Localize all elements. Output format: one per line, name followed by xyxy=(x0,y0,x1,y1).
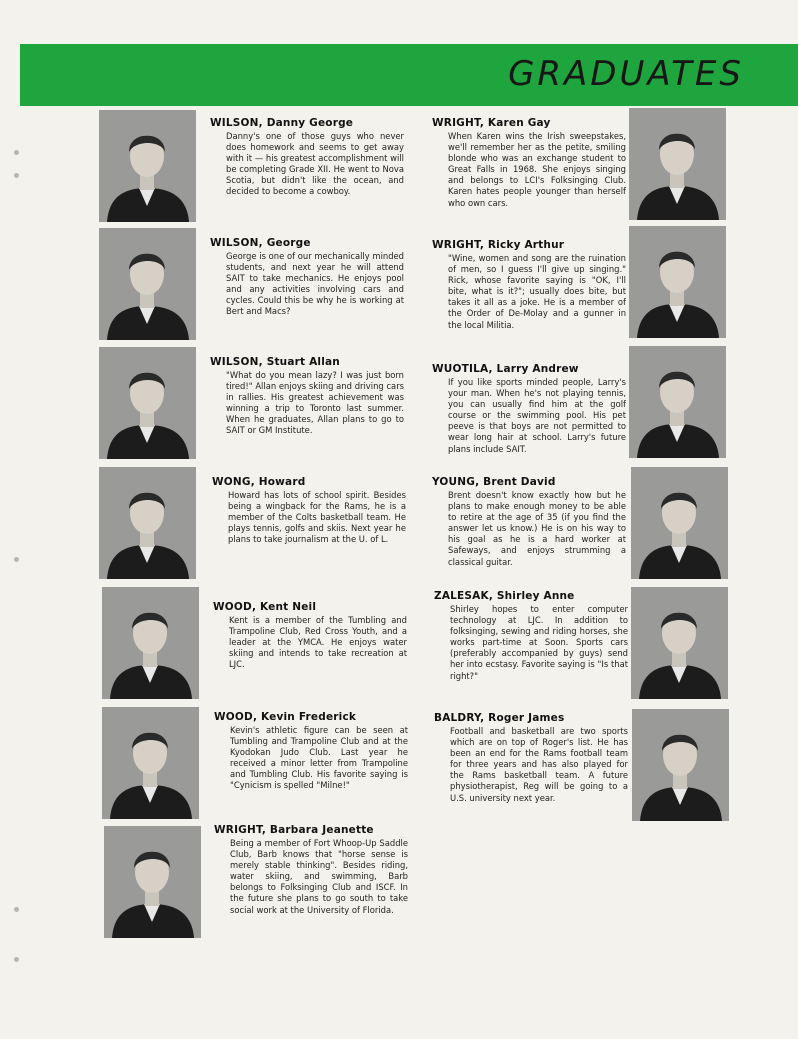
graduate-entry xyxy=(432,476,626,568)
graduate-bio: Being a member of Fort Whoop-Up Saddle Club, Barb knows that "horse sense is merely stable thinking". Besides riding, water skiing, and swimming, Barb belongs to Folksinging Club and ISCF. In the future she plans to go south to take social work at the University of Florida. xyxy=(230,838,408,915)
portrait-photo xyxy=(102,587,199,699)
portrait-photo xyxy=(629,226,726,338)
graduate-name: WILSON, George xyxy=(210,237,311,249)
portrait-photo xyxy=(99,347,196,459)
portrait-photo xyxy=(632,709,729,821)
graduate-name: ZALESAK, Shirley Anne xyxy=(434,590,575,602)
graduate-bio: Brent doesn't know exactly how but he plans to make enough money to be able to retire at the age of 35 (if you find the answer let us know.) He is on his way to his goal as he is a hard worker at Safeways, and enjoys strumming a classical guitar. xyxy=(448,490,626,567)
portrait-photo xyxy=(104,826,201,938)
graduate-entry xyxy=(210,117,404,198)
graduate-name: WUOTILA, Larry Andrew xyxy=(432,363,579,375)
portrait-photo xyxy=(99,228,196,340)
graduate-entry xyxy=(214,824,408,916)
portrait-photo xyxy=(99,467,196,579)
binder-hole xyxy=(14,173,19,178)
binder-hole xyxy=(14,557,19,562)
graduate-name: WILSON, Danny George xyxy=(210,117,354,129)
graduate-bio: George is one of our mechanically minded students, and next year he will attend SAIT to take mechanics. He enjoys pool and any activities involving cars and cycles. Could this be why he is working at Bert and Macs? xyxy=(226,251,404,317)
graduate-name: YOUNG, Brent David xyxy=(432,476,556,488)
graduate-entry xyxy=(434,590,628,682)
portrait-photo xyxy=(629,108,726,220)
graduate-name: WRIGHT, Barbara Jeanette xyxy=(214,824,374,836)
portrait-photo xyxy=(99,110,196,222)
graduate-bio: Danny's one of those guys who never does homework and seems to get away with it — his greatest accomplishment will be completing Grade XII. He went to Nova Scotia, but didn't like the ocean, and decided to become a cowboy. xyxy=(226,131,404,197)
graduate-entry xyxy=(210,237,404,318)
page-title: GRADUATES xyxy=(508,54,744,94)
binder-hole xyxy=(14,907,19,912)
graduate-entry xyxy=(213,601,407,670)
binder-hole xyxy=(14,957,19,962)
graduate-entry xyxy=(210,356,404,437)
portrait-photo xyxy=(631,587,728,699)
graduate-name: WOOD, Kent Neil xyxy=(213,601,317,613)
graduate-name: BALDRY, Roger James xyxy=(434,712,565,724)
graduate-bio: When Karen wins the Irish sweepstakes, we'll remember her as the petite, smiling blonde who was an exchange student to Great Falls in 1968. She enjoys singing and belongs to LCI's Folksinging Club. Karen hates people younger than herself who own cars. xyxy=(448,131,626,208)
graduate-bio: Shirley hopes to enter computer technology at LJC. In addition to folksinging, sewing and riding horses, she works part-time at Soon. Sports cars (preferably accompanied by guys) send her into ecstasy. Favorite saying is "Is that right?" xyxy=(450,604,628,681)
graduate-entry xyxy=(432,363,626,455)
graduate-bio: "What do you mean lazy? I was just born tired!" Allan enjoys skiing and driving cars in rallies. His greatest achievement was winning a trip to Toronto last summer. When he graduates, Allan plans to go to SAIT or GM Institute. xyxy=(226,370,404,436)
graduate-entry xyxy=(432,117,626,209)
portrait-photo xyxy=(102,707,199,819)
graduates-banner xyxy=(20,44,798,106)
binder-hole xyxy=(14,150,19,155)
graduate-bio: Football and basketball are two sports which are on top of Roger's list. He has been an end for the Rams football team for three years and has also played for the Rams basketball team. A future physiotherapist, Reg will be going to a U.S. university next year. xyxy=(450,726,628,803)
graduate-entry xyxy=(434,712,628,804)
graduate-bio: Kevin's athletic figure can be seen at Tumbling and Trampoline Club and at the Kyodokan Judo Club. Last year he received a minor letter from Trampoline and Tumbling Club. His favorite saying is "Cynicism is spelled "Milne!" xyxy=(230,725,408,791)
graduate-name: WONG, Howard xyxy=(212,476,306,488)
graduate-bio: Kent is a member of the Tumbling and Trampoline Club, Red Cross Youth, and a leader at the YMCA. He enjoys water skiing and intends to take recreation at LJC. xyxy=(229,615,407,670)
portrait-photo xyxy=(631,467,728,579)
graduate-name: WRIGHT, Karen Gay xyxy=(432,117,551,129)
graduate-name: WRIGHT, Ricky Arthur xyxy=(432,239,565,251)
portrait-photo xyxy=(629,346,726,458)
graduate-entry xyxy=(214,711,408,792)
graduate-bio: "Wine, women and song are the ruination of men, so I guess I'll give up singing." Rick, whose favorite saying is "OK, I'll bite, what is it?"; usually does bite, but takes it all as a joke. He is a member of the Order of De-Molay and a gunner in the local Militia. xyxy=(448,253,626,330)
graduate-entry xyxy=(212,476,406,545)
graduate-name: WILSON, Stuart Allan xyxy=(210,356,340,368)
graduate-name: WOOD, Kevin Frederick xyxy=(214,711,357,723)
graduate-bio: Howard has lots of school spirit. Besides being a wingback for the Rams, he is a member of the Colts basketball team. He plays tennis, golfs and skiis. Next year he plans to take journalism at the U. of L. xyxy=(228,490,406,545)
graduate-bio: If you like sports minded people, Larry's your man. When he's not playing tennis, you can usually find him at the golf course or the swimming pool. His pet peeve is that boys are not permitted to wear long hair at school. Larry's future plans include SAIT. xyxy=(448,377,626,454)
graduate-entry xyxy=(432,239,626,331)
